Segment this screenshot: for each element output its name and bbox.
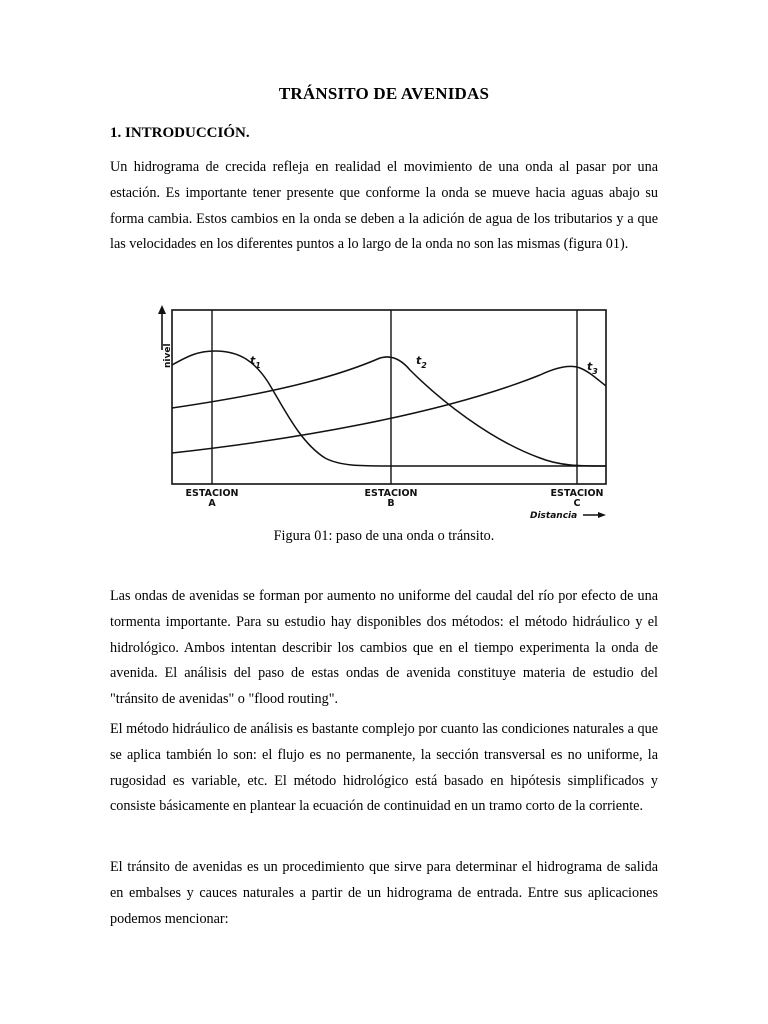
station-a-letter: A: [208, 498, 216, 509]
document-title: TRÁNSITO DE AVENIDAS: [278, 84, 490, 103]
station-b-letter: B: [387, 498, 395, 509]
figure-caption: Figura 01: paso de una onda o tránsito.: [273, 528, 495, 544]
curve-t3: [172, 366, 606, 453]
paragraph-3: El método hidráulico de análisis es bastante complejo por cuanto las condiciones naturales a que se aplica también lo son: el flujo es no permanente, la sección transversal es no uniforme, la rugosidad es variable, etc. El método hidrológico está basado en hipótesis simplificados y consiste básicamente en plantear la ecuación de continuidad en un tramo corto de la corriente.: [110, 721, 658, 815]
x-axis-arrowhead: [598, 512, 606, 518]
y-axis-arrowhead: [158, 305, 166, 314]
wave-transit-figure: [140, 300, 620, 525]
paragraph-4: El tránsito de avenidas es un procedimiento que sirve para determinar el hidrograma de salida en embalses y cauces naturales a partir de un hidrograma de entrada. Entre sus aplicaciones podemos mencionar:: [110, 859, 658, 927]
curve-label-t3: $t_3$: [587, 360, 598, 376]
station-b-word: ESTACION: [364, 488, 418, 499]
y-axis-label: nivel: [163, 343, 173, 368]
x-axis-label: Distancia: [530, 511, 578, 521]
section-heading: 1. INTRODUCCIÓN.: [110, 125, 250, 141]
station-a-word: ESTACION: [185, 488, 239, 499]
station-c-letter: C: [573, 498, 581, 509]
curve-t1: [172, 351, 606, 466]
paragraph-1: Un hidrograma de crecida refleja en realidad el movimiento de una onda al pasar por una estación. Es importante tener presente que conforme la onda se mueve hacia aguas abajo su forma cambia. Estos cambios en la onda se deben a la adición de agua de los tributarios y a que las velocidades en los diferentes puntos a lo largo de la onda no son las mismas (figura 01).: [110, 159, 658, 253]
curve-t2: [172, 357, 606, 466]
paragraph-2: Las ondas de avenidas se forman por aumento no uniforme del caudal del río por efecto de una tormenta importante. Para su estudio hay disponibles dos métodos: el método hidráulico y el hidrológico. Ambos intentan describir los cambios que en el tiempo experimenta la onda de avenida. El análisis del paso de estas ondas de avenida constituye materia de estudio del "tránsito de avenidas" o "flood routing".: [110, 588, 658, 708]
curve-label-t1: $t_1$: [250, 354, 261, 370]
station-c-word: ESTACION: [550, 488, 604, 499]
curve-label-t2: $t_2$: [416, 354, 427, 370]
